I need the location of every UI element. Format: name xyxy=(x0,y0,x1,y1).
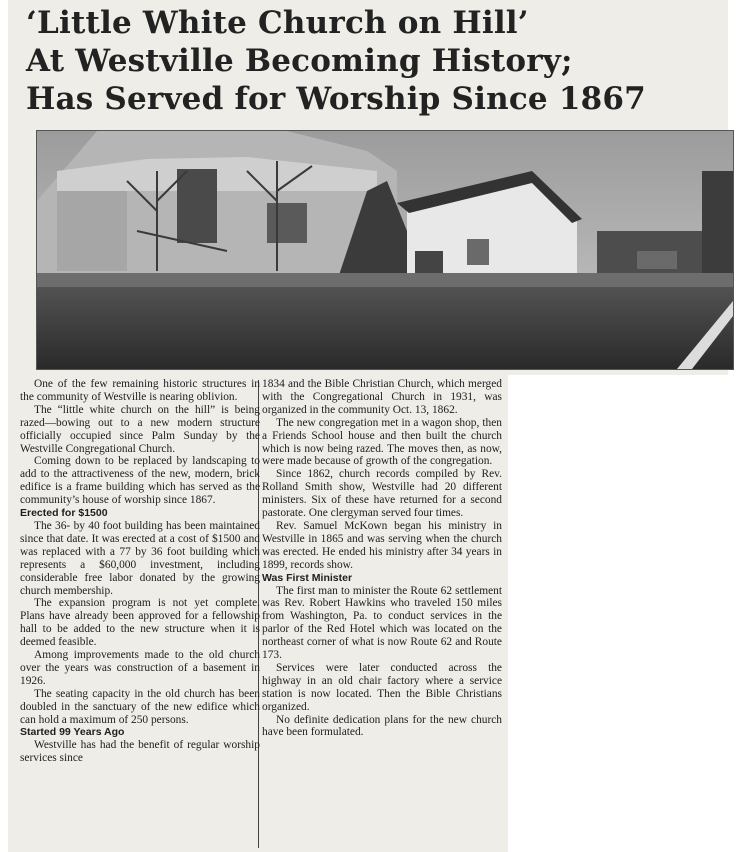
clipping-cutout xyxy=(508,375,747,852)
headline-line-3: Has Served for Worship Since 1867 xyxy=(26,81,646,117)
paragraph: The new congregation met in a wagon shop, then a Friends School house and then built the church which is now being razed. The moves then, as now, were made because of growth of the congregation. xyxy=(262,416,502,468)
paragraph: 1834 and the Bible Christian Church, which merged with the Congregational Church in 1931, was organized in the community Oct. 13, 1862. xyxy=(262,378,502,416)
paragraph: Rev. Samuel McKown began his ministry in Westville in 1865 and was serving when the church was erected. He ended his ministry after 34 years in 1899, records show. xyxy=(262,519,502,571)
paragraph: Among improvements made to the old church over the years was construction of a basement in 1926. xyxy=(20,649,260,687)
paragraph: Westville has had the benefit of regular worship services since xyxy=(20,739,260,765)
article-column-2 xyxy=(262,378,502,739)
paragraph: Since 1862, church records compiled by Rev. Rolland Smith show, Westville had 20 different ministers. Six of these have returned for a second pastorate. One clergyman served four times. xyxy=(262,468,502,520)
church-photo xyxy=(36,130,734,370)
subheading: Was First Minister xyxy=(262,571,353,584)
church-photo-icon xyxy=(37,131,733,369)
headline-line-2: At Westville Becoming History; xyxy=(26,43,573,79)
headline-line-1: ‘Little White Church on Hill’ xyxy=(26,5,529,41)
paragraph: One of the few remaining historic structures in the community of Westville is nearing oblivion. xyxy=(20,378,260,403)
paragraph: The expansion program is not yet complete. Plans have already been approved for a fellowship hall to be added to the new structure when it is deemed feasible. xyxy=(20,597,260,649)
paragraph: The seating capacity in the old church has been doubled in the sanctuary of the new edifice which can hold a maximum of 250 persons. xyxy=(20,687,260,726)
paragraph: Services were later conducted across the highway in an old chair factory where a service station is now located. Then the Bible Christians organized. xyxy=(262,661,502,713)
subheading: Erected for $1500 xyxy=(20,507,108,520)
subheading: Started 99 Years Ago xyxy=(20,726,125,739)
paragraph: Coming down to be replaced by landscaping to add to the attractiveness of the new, modern, brick edifice is a frame building which has served as the community’s house of worship since 1867. xyxy=(20,455,260,507)
paragraph: The first man to minister the Route 62 settlement was Rev. Robert Hawkins who traveled 150 miles from Washington, Pa. to conduct services in the parlor of the Red Hotel which was located on the northeast corner of what is now Route 62 and Route 173. xyxy=(262,584,502,662)
paragraph: No definite dedication plans for the new church have been formulated. xyxy=(262,713,502,739)
paragraph: The 36- by 40 foot building has been maintained since that date. It was erected at a cost of $1500 and was replaced with a 77 by 36 foot building which represents a $60,000 investment, including considerable free labor donated by the growing church membership. xyxy=(20,519,260,597)
headline xyxy=(26,4,731,118)
article-column-1 xyxy=(20,378,260,765)
paragraph: The “little white church on the hill” is being razed—bowing out to a new modern structure officially occupied since Palm Sunday by the Westville Congregational Church. xyxy=(20,403,260,455)
